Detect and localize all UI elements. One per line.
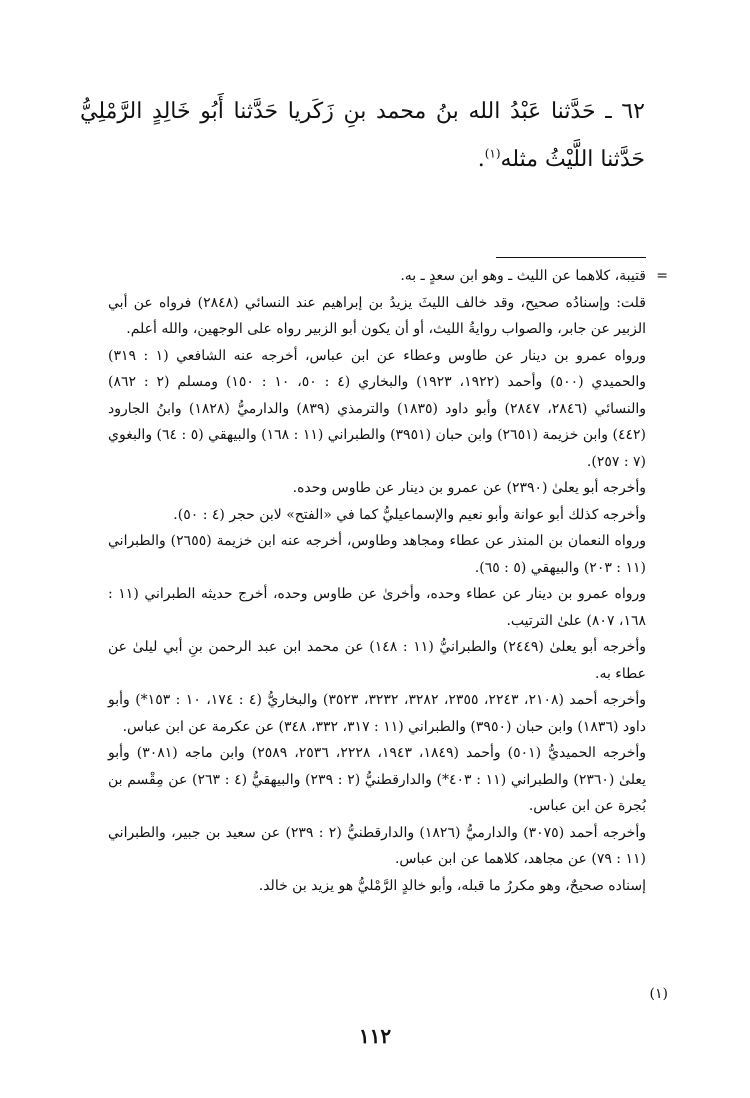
footnote-ref-1: (١) <box>484 146 501 161</box>
footnote-paragraph: ورواه النعمان بن المنذر عن عطاء ومجاهد وطاوس، أخرجه عنه ابن خزيمة (٢٦٥٥) والطبراني (١١ : ٢٠٣) والبيهقي (٥ : ٦٥). <box>108 533 646 576</box>
footnote-paragraph: وأخرجه كذلك أبو عوانة وأبو نعيم والإسماعيليُّ كما في «الفتح» لابن حجر (٤ : ٥٠). <box>173 506 646 523</box>
hadith-body: ٦٢ ـ حَدَّثنا عَبْدُ الله بنُ محمد بنِ زَكَريا حَدَّثنا أَبُو خَالِدٍ الرَّمْلِيُّ حَدَّثنا اللَّيْثُ مثله <box>80 99 645 172</box>
footnote-paragraph: ورواه عمرو بن دينار عن طاوس وعطاء عن ابن عباس، أخرجه عنه الشافعي (١ : ٣١٩) والحميدي (٥٠٠) وأحمد (١٩٢٢، ١٩٢٣) والبخاري (٤ : ٥٠، ١٠ : ١٥٠) ومسلم (٢ : ٨٦٢) والنسائي (٢٨٤٦، ٢٨٤٧) وأبو داود (١٨٣٥) والترمذي (٨٣٩) والدارميُّ (١٨٢٨) وابنُ الجارود (٤٤٢) وابن خزيمة (٢٦٥١) وابن حبان (٣٩٥١) والطبراني (١١ : ١٦٨) والبيهقي (٥ : ٦٤) والبغوي (٧ : ٢٥٧). <box>108 347 647 470</box>
footnote-1: إسناده صحيحٌ، وهو مكررُ ما قبله، وأبو خالدٍ الرَّمْليُّ هو يزيد بن خالد. <box>258 877 646 894</box>
page-number: ١١٢ <box>358 1024 392 1048</box>
hadith-end: . <box>477 147 485 172</box>
footnote-separator <box>496 257 646 258</box>
footnote-paragraph: قلت: وإسنادُه صحيح، وقد خالف الليثَ يزيدُ بن إبراهيم عند النسائي (٢٨٤٨) فرواه عن أبي الزبير عن جابر، والصواب روايةُ الليث، أو أن يكون أبو الزبير رواه على الوجهين، والله أعلم. <box>108 294 647 337</box>
footnote-paragraph: وأخرجه أحمد (٢١٠٨، ٢٢٤٣، ٢٣٥٥، ٣٢٨٢، ٣٢٣٢، ٣٥٢٣) والبخاريُّ (٤ : ١٧٤، ١٠ : ١٥٣*) وأبو داود (١٨٣٦) وابن حبان (٣٩٥٠) والطبراني (١١ : ٣١٧، ٣٣٢، ٣٤٨) عن عكرمة عن ابن عباس. <box>108 692 646 735</box>
footnote-1-marker: (١) <box>649 986 668 1002</box>
footnotes <box>108 263 646 899</box>
continuation-marker: = <box>656 268 668 284</box>
footnote-paragraph: وأخرجه أبو يعلىٰ (٢٤٤٩) والطبرانيُّ (١١ : ١٤٨) عن محمد ابن عبد الرحمن بنِ أبي ليلىٰ عن عطاء به. <box>108 639 646 682</box>
footnote-paragraph: ورواه عمرو بن دينار عن عطاء وحده، وأخرىٰ عن طاوس وحده، أخرج حديثه الطبراني (١١ : ١٦٨، ٨٠٧) علىٰ الترتيب. <box>108 586 646 629</box>
footnote-paragraph: وأخرجه أحمد (٣٠٧٥) والدارميُّ (١٨٢٦) والدارقطنيُّ (٢ : ٢٣٩) عن سعيد بن جبير، والطبراني (١١ : ٧٩) عن مجاهد، كلاهما عن ابن عباس. <box>108 824 646 867</box>
footnote-paragraph: وأخرجه أبو يعلىٰ (٢٣٩٠) عن عمرو بن دينار عن طاوس وحده. <box>292 480 646 496</box>
footnote-paragraph: وأخرجه الحميديُّ (٥٠١) وأحمد (١٨٤٩، ١٩٤٣، ٢٢٢٨، ٢٥٣٦، ٢٥٨٩) وابن ماجه (٣٠٨١) وأبو يعلىٰ (٢٣٦٠) والطبراني (١١ : ٤٠٣*) والدارقطنيُّ (٢ : ٢٣٩) والبيهقيُّ (٤ : ٢٦٣) عن مِقْسم بن بُجرة عن ابن عباس. <box>108 745 647 814</box>
hadith-text <box>80 88 645 184</box>
footnote-paragraph: قتيبة، كلاهما عن الليث ـ وهو ابن سعدٍ ـ به. <box>400 268 646 284</box>
